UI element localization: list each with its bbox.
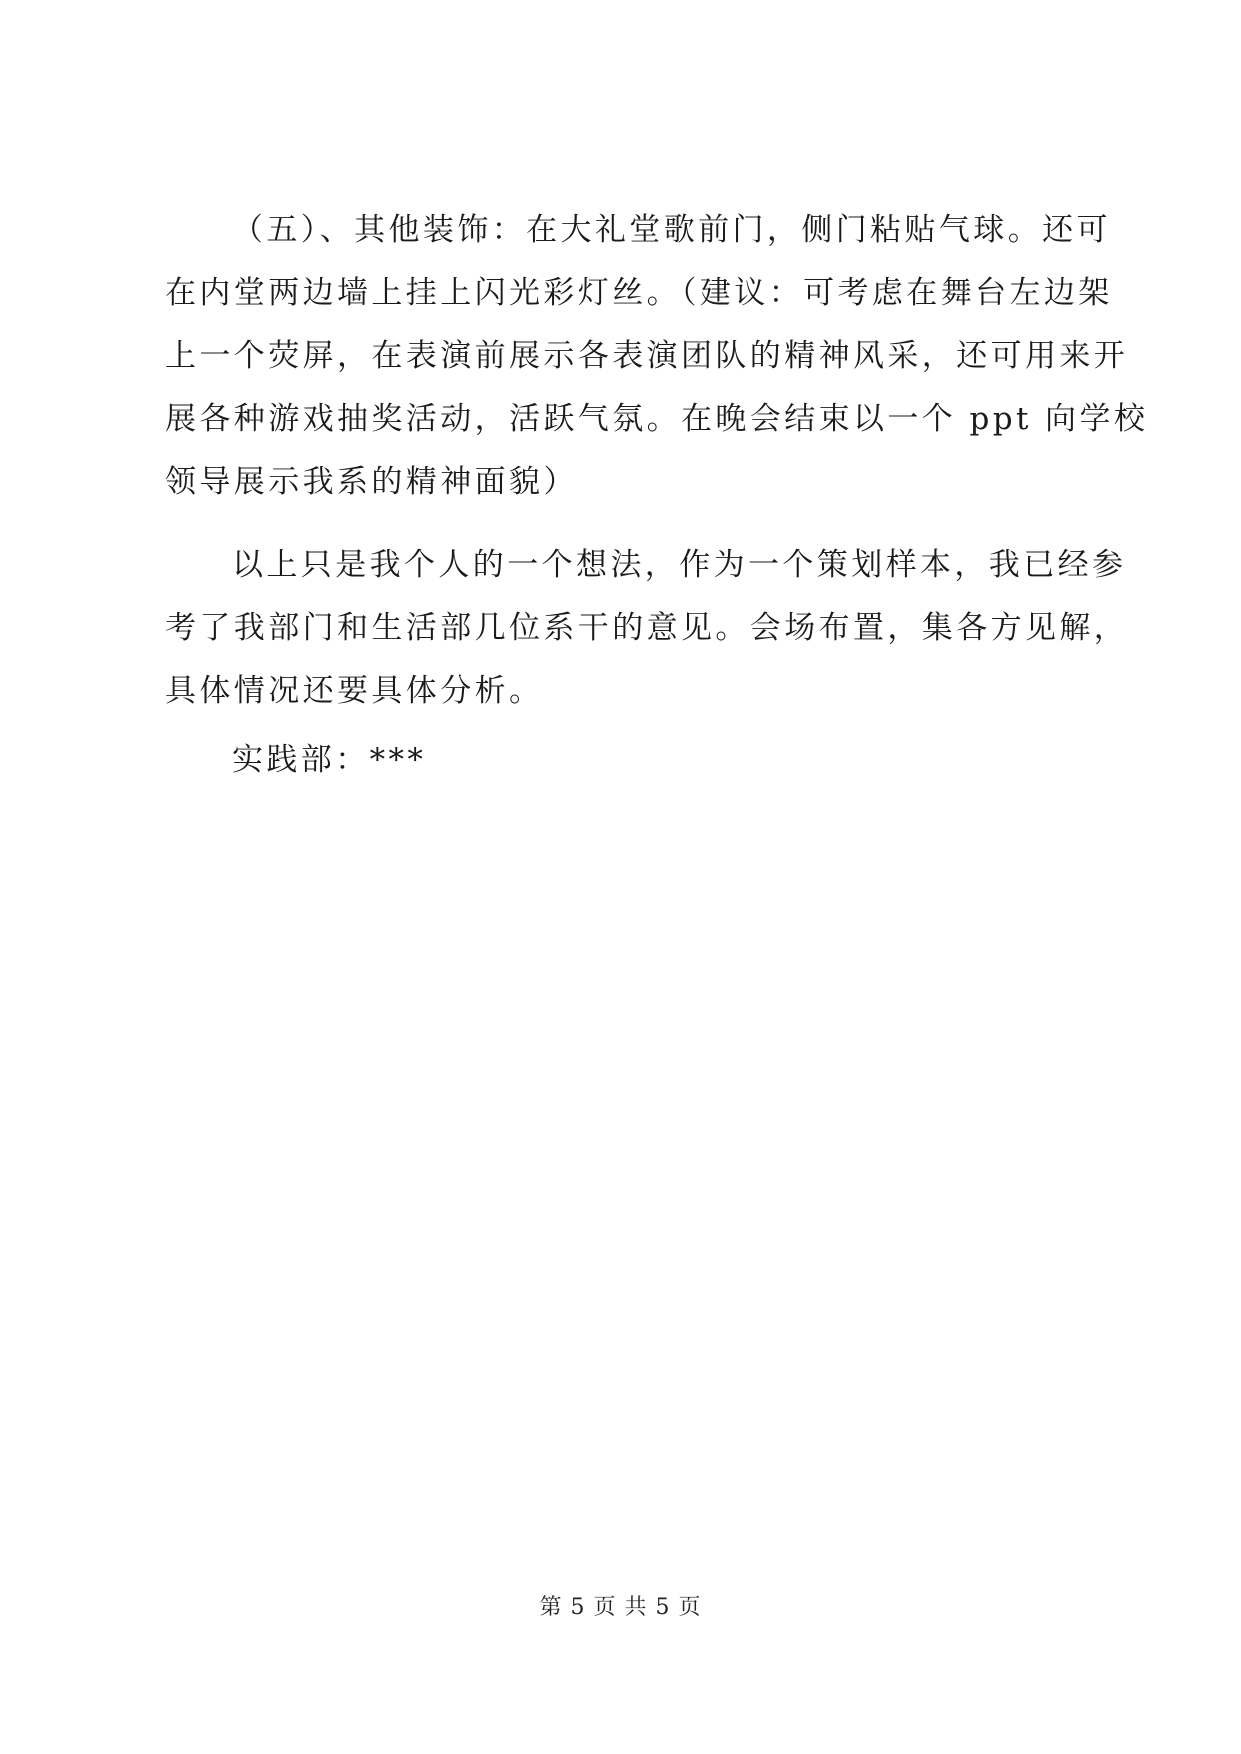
paragraph-decoration-line-3: 上一个荧屏，在表演前展示各表演团队的精神风采，还可用来开	[165, 338, 1129, 374]
paragraph-summary-line-1: 以上只是我个人的一个想法，作为一个策划样本，我已经参	[232, 547, 1127, 583]
page-number-footer: 第 5 页 共 5 页	[539, 1595, 702, 1620]
paragraph-decoration-line-4: 展各种游戏抽奖活动，活跃气氛。在晚会结束以一个 ppt 向学校	[165, 401, 1149, 437]
paragraph-decoration-line-2: 在内堂两边墙上挂上闪光彩灯丝。（建议：可考虑在舞台左边架	[165, 275, 1113, 311]
paragraph-summary-line-2: 考了我部门和生活部几位系干的意见。会场布置，集各方见解，	[165, 610, 1129, 646]
paragraph-decoration-line-5: 领导展示我系的精神面貌）	[165, 464, 578, 500]
paragraph-decoration-line-1: （五）、其他装饰：在大礼堂歌前门，侧门粘贴气球。还可	[232, 212, 1111, 248]
signature-line: 实践部：***	[232, 742, 427, 778]
paragraph-summary-line-3: 具体情况还要具体分析。	[165, 673, 544, 709]
